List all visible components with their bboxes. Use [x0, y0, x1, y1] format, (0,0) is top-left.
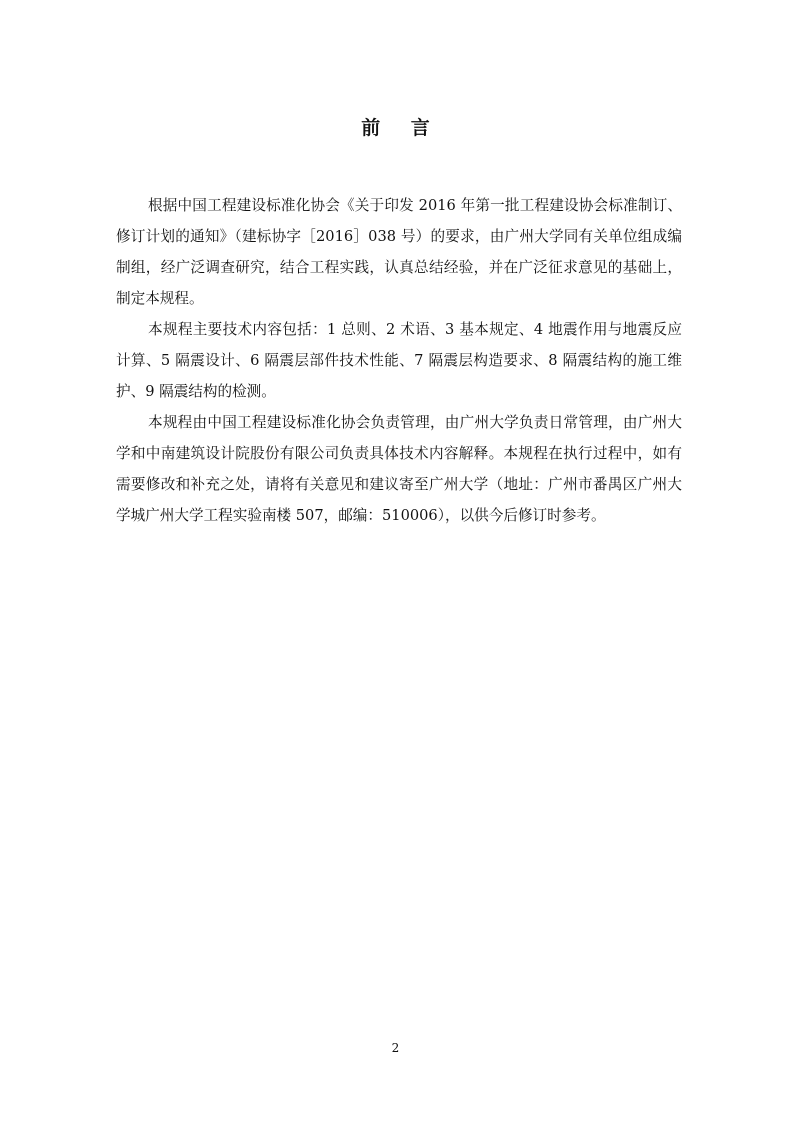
- paragraph-management: 本规程由中国工程建设标准化协会负责管理，由广州大学负责日常管理，由广州大学和中南建筑设计院股份有限公司负责具体技术内容解释。本规程在执行过程中，如有需要修改和补充之处，请将有关意见和建议寄至广州大学（地址：广州市番禺区广州大学城广州大学工程实验南楼 507，邮编：510006），以供今后修订时参考。: [116, 414, 682, 524]
- paragraph-contents: 本规程主要技术内容包括：1 总则、2 术语、3 基本规定、4 地震作用与地震反应计算、5 隔震设计、6 隔震层部件技术性能、7 隔震层构造要求、8 隔震结构的施工维护、9 隔震结构的检测。: [116, 321, 682, 400]
- page-number: 2: [391, 1041, 400, 1055]
- paragraph-basis: 根据中国工程建设标准化协会《关于印发 2016 年第一批工程建设协会标准制订、修订计划的通知》（建标协字［2016］038 号）的要求，由广州大学同有关单位组成编制组，经广泛调查研究，结合工程实践，认真总结经验，并在广泛征求意见的基础上，制定本规程。: [116, 197, 682, 307]
- document-body: [116, 190, 682, 531]
- page-title: 前 言: [361, 117, 442, 139]
